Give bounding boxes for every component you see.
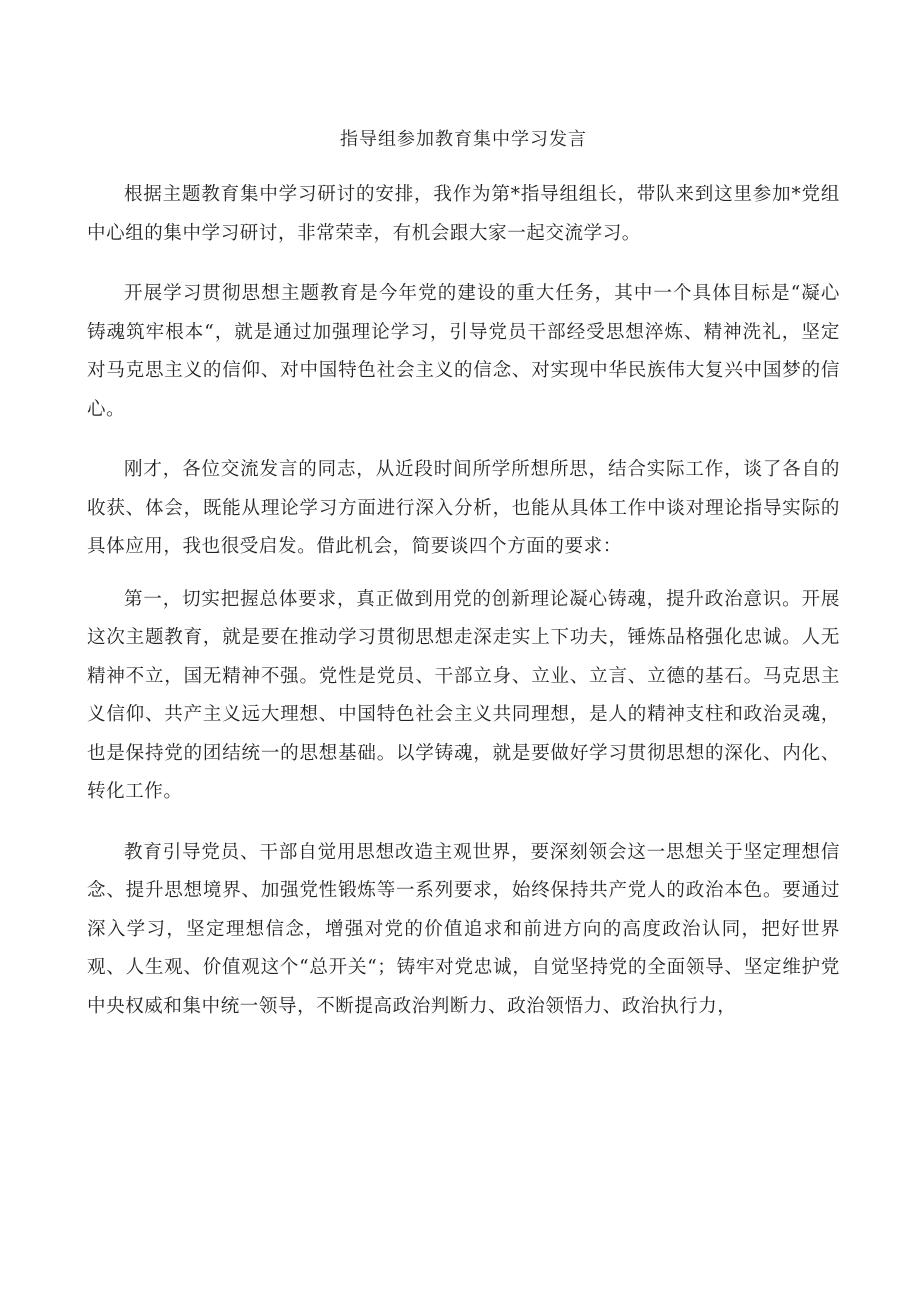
document-title: 指导组参加教育集中学习发言 [340,129,587,150]
paragraph-5: 教育引导党员、干部自觉用思想改造主观世界，要深刻领会这一思想关于坚定理想信念、提升思想境界、加强党性锻炼等一系列要求，始终保持共产党人的政治本色。要通过深入学习，坚定理想信念，增强对党的价值追求和前进方向的高度政治认同，把好世界观、人生观、价值观这个“总开关“；铸牢对党忠诚，自觉坚持党的全面领导、坚定维护党中央权威和集中统一领导，不断提高政治判断力、政治领悟力、政治执行力， [87,841,840,1017]
paragraph-2: 开展学习贯彻思想主题教育是今年党的建设的重大任务，其中一个具体目标是“凝心铸魂筑牢根本“，就是通过加强理论学习，引导党员干部经受思想淬炼、精神洗礼，坚定对马克思主义的信仰、对中国特色社会主义的信念、对实现中华民族伟大复兴中国梦的信心。 [87,283,840,420]
paragraph-1: 根据主题教育集中学习研讨的安排，我作为第*指导组组长，带队来到这里参加*党组中心组的集中学习研讨，非常荣幸，有机会跟大家一起交流学习。 [87,184,840,244]
paragraph-4: 第一，切实把握总体要求，真正做到用党的创新理论凝心铸魂，提升政治意识。开展这次主题教育，就是要在推动学习贯彻思想走深走实上下功夫，锤炼品格强化忠诚。人无精神不立，国无精神不强。党性是党员、干部立身、立业、立言、立德的基石。马克思主义信仰、共产主义远大理想、中国特色社会主义共同理想，是人的精神支柱和政治灵魂，也是保持党的团结统一的思想基础。以学铸魂，就是要做好学习贯彻思想的深化、内化、转化工作。 [87,588,840,802]
paragraph-3: 刚才，各位交流发言的同志，从近段时间所学所想所思，结合实际工作，谈了各自的收获、体会，既能从理论学习方面进行深入分析，也能从具体工作中谈对理论指导实际的具体应用，我也很受启发。借此机会，简要谈四个方面的要求： [87,459,840,557]
